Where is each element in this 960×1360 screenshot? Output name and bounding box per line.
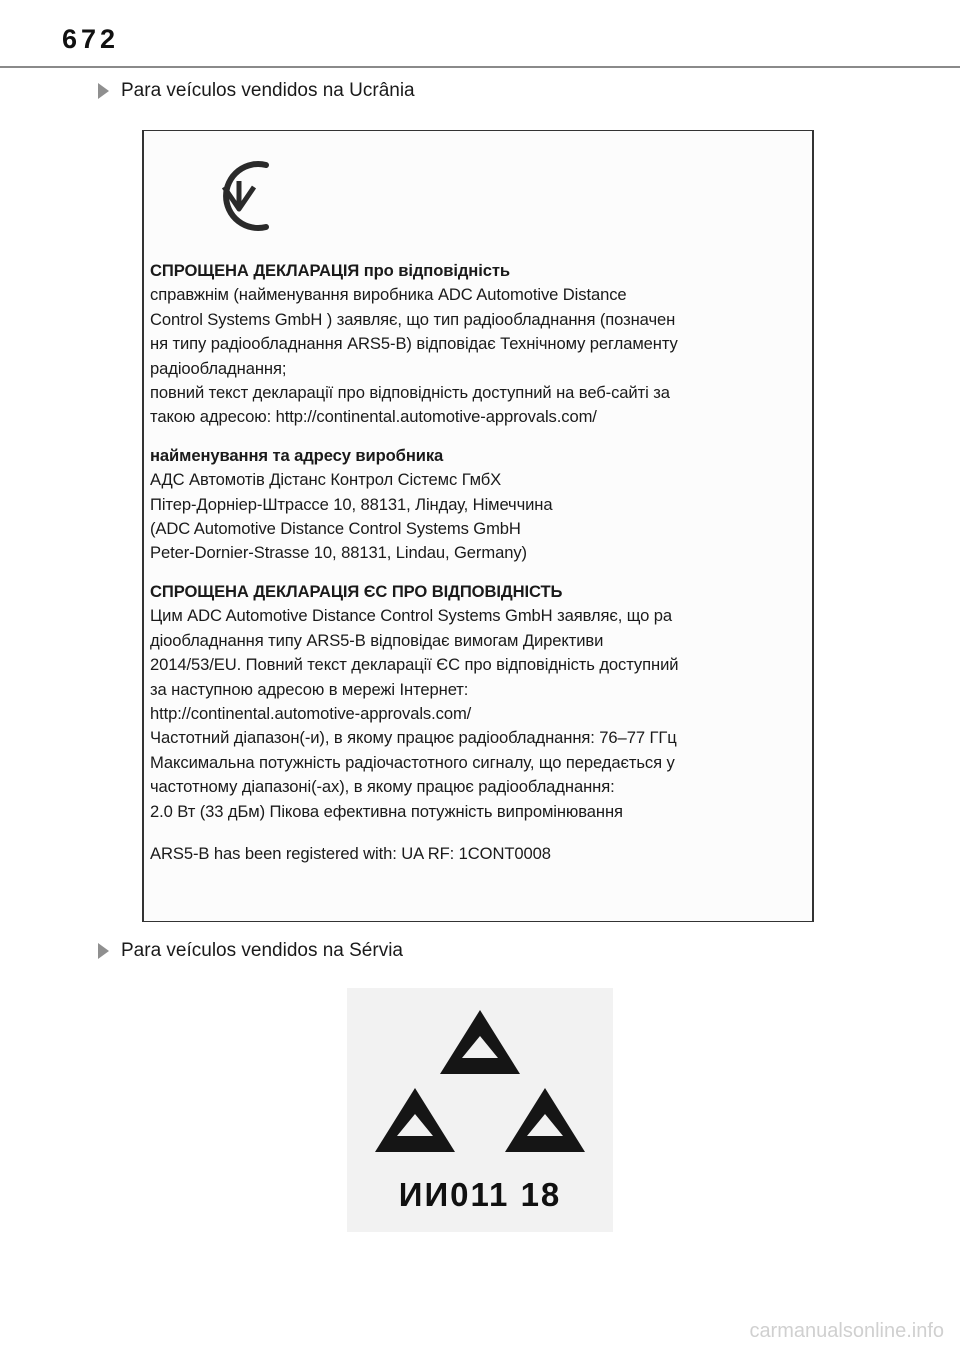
manufacturer-line: АДС Автомотів Дістанс Контрол Сістемс ГмбХ xyxy=(150,470,502,490)
declaration-line: повний текст декларації про відповідність доступний на веб-сайті за xyxy=(150,383,670,403)
declaration-heading: СПРОЩЕНА ДЕКЛАРАЦІЯ про відповідність xyxy=(150,261,510,280)
eu-declaration-line: частотному діапазоні(-ах), в якому працює радіообладнання: xyxy=(150,777,615,797)
declaration-line: такою адресою: http://continental.automotive-approvals.com/ xyxy=(150,407,597,427)
bullet-triangle-icon xyxy=(98,83,109,99)
section-label-text: Para veículos vendidos na Sérvia xyxy=(121,940,403,961)
eu-declaration-line: Частотний діапазон(-и), в якому працює радіообладнання: 76–77 ГГц xyxy=(150,728,677,748)
section-label-ukraine xyxy=(98,80,415,102)
site-watermark: carmanualsonline.info xyxy=(749,1320,944,1342)
eu-declaration-line: 2014/53/EU. Повний текст декларації ЄС про відповідність доступний xyxy=(150,655,679,675)
eu-declaration-line: http://continental.automotive-approvals.com/ xyxy=(150,703,472,723)
section-label-serbia xyxy=(98,940,403,962)
eu-declaration-line: 2.0 Вт (33 дБм) Пікова ефективна потужність випромінювання xyxy=(150,801,623,821)
registration-line: ARS5-B has been registered with: UA RF: 1CONT0008 xyxy=(150,843,551,863)
declaration-line: Control Systems GmbH ) заявляє, що тип радіообладнання (позначен xyxy=(150,309,676,329)
manufacturer-line: (ADC Automotive Distance Control Systems GmbH xyxy=(150,519,521,539)
bullet-triangle-icon xyxy=(98,943,109,959)
eu-declaration-heading: СПРОЩЕНА ДЕКЛАРАЦІЯ ЄС ПРО ВІДПОВІДНІСТЬ xyxy=(150,581,563,601)
header-divider xyxy=(0,66,960,68)
ukraine-declaration-image xyxy=(142,130,814,922)
declaration-line: справжнім (найменування виробника ADC Automotive Distance xyxy=(150,285,627,305)
eu-declaration-line: Максимальна потужність радіочастотного сигналу, що передається у xyxy=(150,752,675,772)
manufacturer-heading: найменування та адресу виробника xyxy=(150,445,444,465)
declaration-text xyxy=(150,259,810,866)
serbian-conformity-mark xyxy=(347,988,613,1232)
manufacturer-line: Пітер-Дорніер-Штрассе 10, 88131, Ліндау, Німеччина xyxy=(150,494,553,514)
section-label-text: Para veículos vendidos na Ucrânia xyxy=(121,80,415,101)
eu-declaration-line: діообладнання типу ARS5-B відповідає вимогам Директиви xyxy=(150,630,604,650)
serbian-mark-code: ИИ011 18 xyxy=(398,1176,562,1213)
eu-declaration-line: Цим ADC Automotive Distance Control Systems GmbH заявляє, що ра xyxy=(150,606,673,626)
eu-declaration-line: за наступною адресою в мережі Інтернет: xyxy=(150,679,469,699)
ukrainian-conformity-mark-icon xyxy=(202,151,276,241)
declaration-line: радіообладнання; xyxy=(150,358,287,378)
declaration-line: ня типу радіообладнання ARS5-B) відповідає Технічному регламенту xyxy=(150,334,678,354)
page-number: 672 xyxy=(62,24,120,54)
manufacturer-line: Peter-Dornier-Strasse 10, 88131, Lindau, Germany) xyxy=(150,543,527,563)
